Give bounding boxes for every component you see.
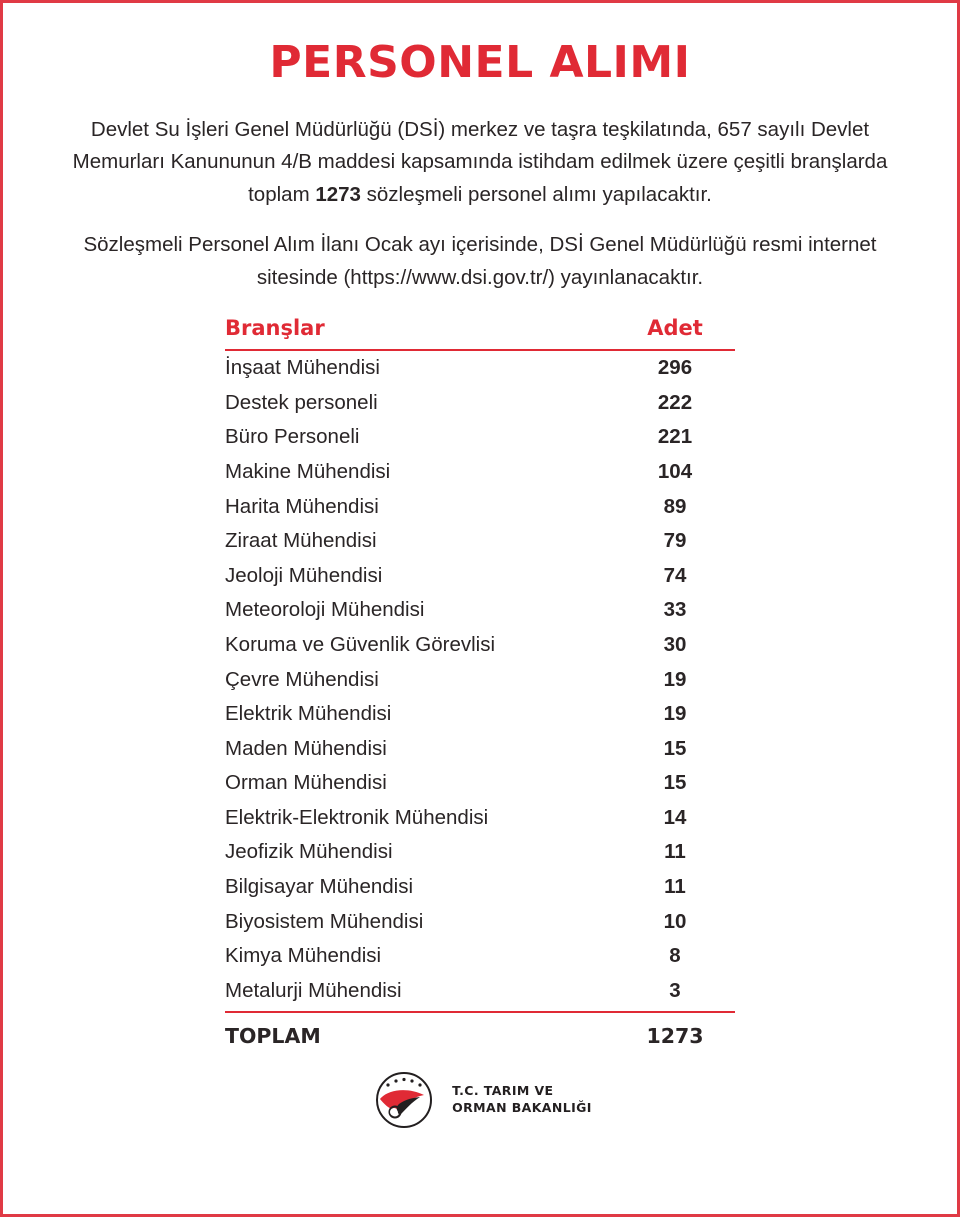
table-row: [225, 455, 735, 490]
intro-paragraph-part-2: sözleşmeli personel alımı yapılacaktır.: [360, 182, 712, 206]
intro-paragraph: [47, 114, 913, 211]
table-header-row: [225, 316, 735, 350]
ministry-emblem-icon: [368, 1071, 440, 1129]
cell-branch: Elektrik Mühendisi: [225, 702, 392, 726]
intro-paragraph-total: 1273: [315, 182, 361, 206]
cell-branch: Ziraat Mühendisi: [225, 529, 377, 553]
cell-amount: 14: [663, 805, 687, 829]
cell-branch: Biyosistem Mühendisi: [225, 909, 424, 933]
cell-branch: Koruma ve Güvenlik Görevlisi: [225, 632, 496, 656]
ministry-name-line-1: T.C. TARIM VE: [452, 1083, 554, 1099]
cell-branch: İnşaat Mühendisi: [225, 356, 380, 380]
table-row: [225, 870, 735, 905]
cell-branch: Meteoroloji Mühendisi: [225, 598, 425, 622]
table-row: [225, 904, 735, 939]
cell-amount: 33: [663, 598, 687, 622]
branch-table-head: [225, 316, 735, 350]
cell-amount: 19: [663, 702, 687, 726]
cell-amount: 15: [663, 736, 687, 760]
cell-branch: Büro Personeli: [225, 425, 360, 449]
cell-amount: 221: [657, 425, 693, 449]
column-header-amount: Adet: [647, 315, 703, 340]
cell-branch: Kimya Mühendisi: [225, 944, 382, 968]
table-row: [225, 697, 735, 732]
table-row: [225, 974, 735, 1012]
table-total-row: [225, 1012, 735, 1053]
cell-amount: 11: [664, 875, 686, 899]
cell-amount: 30: [663, 632, 687, 656]
branch-table-body: [225, 350, 735, 1012]
cell-branch: Çevre Mühendisi: [225, 667, 379, 691]
cell-amount: 15: [663, 771, 687, 795]
table-row: [225, 558, 735, 593]
cell-amount: 74: [663, 563, 687, 587]
cell-branch: Maden Mühendisi: [225, 736, 387, 760]
table-row: [225, 593, 735, 628]
table-row: [225, 628, 735, 663]
ministry-name: [452, 1083, 592, 1117]
cell-amount: 79: [663, 529, 687, 553]
ministry-name-line-2: ORMAN BAKANLIĞI: [452, 1100, 592, 1116]
cell-amount: 11: [664, 840, 686, 864]
branch-table-wrapper: [225, 316, 735, 1053]
cell-branch: Orman Mühendisi: [225, 771, 387, 795]
column-header-branch: Branşlar: [225, 315, 325, 340]
cell-branch: Harita Mühendisi: [225, 494, 379, 518]
cell-amount: 89: [663, 494, 687, 518]
cell-amount: 104: [657, 459, 693, 483]
table-row: [225, 766, 735, 801]
table-row: [225, 731, 735, 766]
cell-amount: 8: [669, 944, 681, 968]
cell-amount: 296: [657, 356, 693, 380]
table-row: [225, 801, 735, 836]
cell-amount: 19: [663, 667, 687, 691]
cell-branch: Jeofizik Mühendisi: [225, 840, 393, 864]
branch-table: [225, 316, 735, 1053]
page-title: PERSONEL ALIMI: [269, 37, 691, 88]
cell-amount: 10: [663, 909, 687, 933]
cell-branch: Elektrik-Elektronik Mühendisi: [225, 805, 489, 829]
cell-branch: Makine Mühendisi: [225, 459, 391, 483]
cell-branch: Bilgisayar Mühendisi: [225, 875, 414, 899]
table-row: [225, 420, 735, 455]
table-row: [225, 524, 735, 559]
table-row: [225, 835, 735, 870]
total-amount: 1273: [646, 1023, 704, 1048]
table-row: [225, 662, 735, 697]
table-row: [225, 350, 735, 386]
table-row: [225, 385, 735, 420]
poster-content: [3, 3, 957, 1129]
table-row: [225, 939, 735, 974]
table-row: [225, 489, 735, 524]
footer: [47, 1071, 913, 1129]
cell-amount: 3: [669, 978, 681, 1002]
total-label: TOPLAM: [225, 1023, 321, 1048]
cell-amount: 222: [657, 390, 693, 414]
cell-branch: Destek personeli: [225, 390, 378, 414]
cell-branch: Jeoloji Mühendisi: [225, 563, 383, 587]
intro-paragraph-part-1: Devlet Su İşleri Genel Müdürlüğü (DSİ) merkez ve taşra teşkilatında, 657 sayılı Devlet Memurları Kanununun 4/B maddesi kapsamında istihdam edilmek üzere çeşitli branşlarda toplam: [72, 118, 888, 206]
branch-table-foot: [225, 1012, 735, 1053]
announcement-paragraph: Sözleşmeli Personel Alım İlanı Ocak ayı içerisinde, DSİ Genel Müdürlüğü resmi internet sitesinde (https://www.dsi.gov.tr/) yayınlanacaktır.: [83, 233, 877, 289]
cell-branch: Metalurji Mühendisi: [225, 978, 402, 1002]
